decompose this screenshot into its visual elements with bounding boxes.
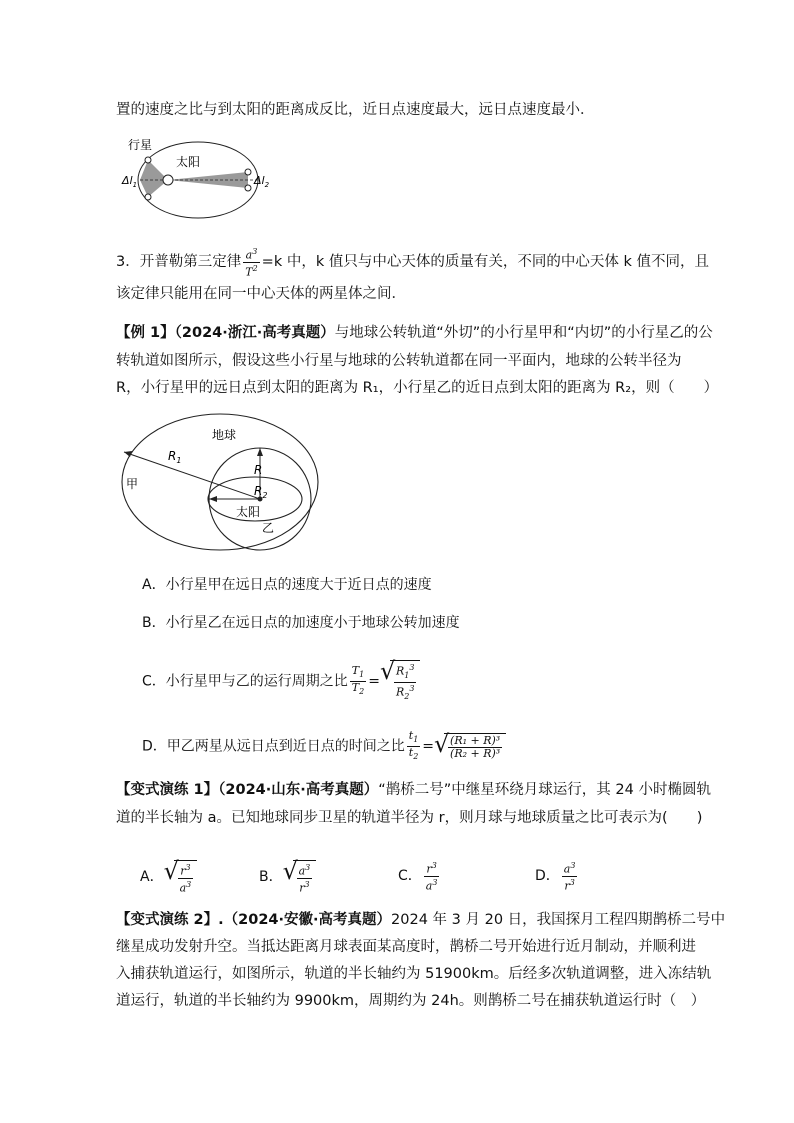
sun-label: 太阳 — [176, 155, 201, 169]
variation1-source: （2024·山东·高考真题） — [218, 782, 379, 798]
variation1-option-b[interactable]: B． √ $\frac{a^3}{r^3}$ — [259, 860, 316, 894]
delta-l1-label: $\Delta l_1$ — [122, 174, 138, 189]
sqrt-r1-r2-fraction: √ $\frac{R_1^3}{R_2^3}$ — [380, 660, 420, 703]
R2-label: $R_2$ — [254, 484, 268, 500]
sqrt-sum-fraction: √ $\frac{\text{(R₁ + R)³}}{\text{(R₂ + R)³}}$ — [434, 733, 506, 760]
example1-option-b[interactable]: B．小行星乙在远日点的加速度小于地球公转加速度 — [142, 615, 460, 631]
variation1-option-c[interactable]: C． $\frac{r^3}{a^3}$ — [398, 861, 438, 893]
sun-label: 太阳 — [236, 505, 261, 519]
example1-option-d[interactable]: D．甲乙两星从远日点到近日点的时间之比 $\frac{t_1}{t_2}$ = √ $\frac{\text{(R₁ + R)³}}{\text{(R₂ + R)³}}$ — [142, 730, 506, 763]
variation2-line2: 继星成功发射升空。当抵达距离月球表面某高度时，鹊桥二号开始进行近月制动，并顺利进 — [116, 939, 696, 955]
example1-tag: 【例 1】 — [116, 325, 175, 341]
kepler-second-law-figure — [118, 135, 278, 225]
example1-option-c[interactable]: C．小行星甲与乙的运行周期之比 $\frac{T_1}{T_2}$ = √ $\frac{R_1^3}{R_2^3}$ — [142, 660, 420, 703]
kepler-third-law-line2: 该定律只能用在同一中心天体的两星体之间． — [116, 286, 406, 302]
example1-option-a[interactable]: A．小行星甲在远日点的速度大于近日点的速度 — [142, 577, 432, 593]
planet-label: 行星 — [128, 138, 153, 152]
yi-label: 乙 — [262, 521, 275, 535]
example1-line1: 【例 1】（2024·浙江·高考真题）与地球公转轨道“外切”的小行星甲和“内切”的小行星乙的公 — [116, 325, 713, 341]
earth-label: 地球 — [212, 428, 237, 442]
example1-line2: 转轨道如图所示，假设这些小行星与地球的公转轨道都在同一平面内，地球的公转半径为 — [116, 353, 682, 369]
R1-label: $R_1$ — [168, 449, 182, 465]
R-label: R — [254, 463, 263, 477]
variation2-line3: 入捕获轨道运行，如图所示，轨道的半长轴约为 51900km。后经多次轨道调整，进入冻结轨 — [116, 966, 712, 982]
variation2-line4: 道运行，轨道的半长轴约为 9900km，周期约为 24h。则鹊桥二号在捕获轨道运行时（ ） — [116, 993, 706, 1009]
t1-over-t2-fraction: $\frac{T_1}{T_2}$ — [351, 663, 365, 697]
variation1-tag: 【变式演练 1】 — [116, 782, 219, 798]
delta-l2-label: $\Delta l_2$ — [254, 174, 270, 189]
intro-line: 置的速度之比与到太阳的距离成反比，近日点速度最大，远日点速度最小． — [116, 102, 595, 118]
variation1-line2: 道的半长轴为 a。已知地球同步卫星的轨道半径为 r，则月球与地球质量之比可表示为( ) — [116, 810, 703, 826]
jia-label: 甲 — [126, 477, 139, 491]
variation1-option-d[interactable]: D． $\frac{a^3}{r^3}$ — [535, 861, 576, 893]
variation2-source: .（2024·安徽·高考真题） — [218, 912, 392, 928]
asteroid-orbits-figure — [118, 410, 323, 555]
tt1-over-tt2-fraction: $\frac{t_1}{t_2}$ — [408, 729, 419, 762]
variation1-option-a[interactable]: A． √ $\frac{r^3}{a^3}$ — [140, 860, 197, 894]
kepler-third-law-line: 3．开普勒第三定律 $\frac{a^3}{T^2}$ =k 中，k 值只与中心天体的质量有关，不同的中心天体 k 值不同，且 — [116, 247, 709, 279]
a3-over-t2-fraction: $\frac{a^3}{T^2}$ — [245, 247, 258, 279]
variation1-line1: 【变式演练 1】（2024·山东·高考真题）“鹊桥二号”中继星环绕月球运行，其 24 小时椭圆轨 — [116, 782, 711, 798]
variation2-tag: 【变式演练 2】 — [116, 912, 219, 928]
sun-dot — [163, 175, 173, 185]
example1-source: （2024·浙江·高考真题） — [174, 325, 335, 341]
example1-line3: R，小行星甲的远日点到太阳的距离为 R₁，小行星乙的近日点到太阳的距离为 R₂，则（ ） — [116, 380, 719, 396]
variation2-line1: 【变式演练 2】.（2024·安徽·高考真题）2024 年 3 月 20 日，我国探月工程四期鹊桥二号中 — [116, 912, 726, 928]
